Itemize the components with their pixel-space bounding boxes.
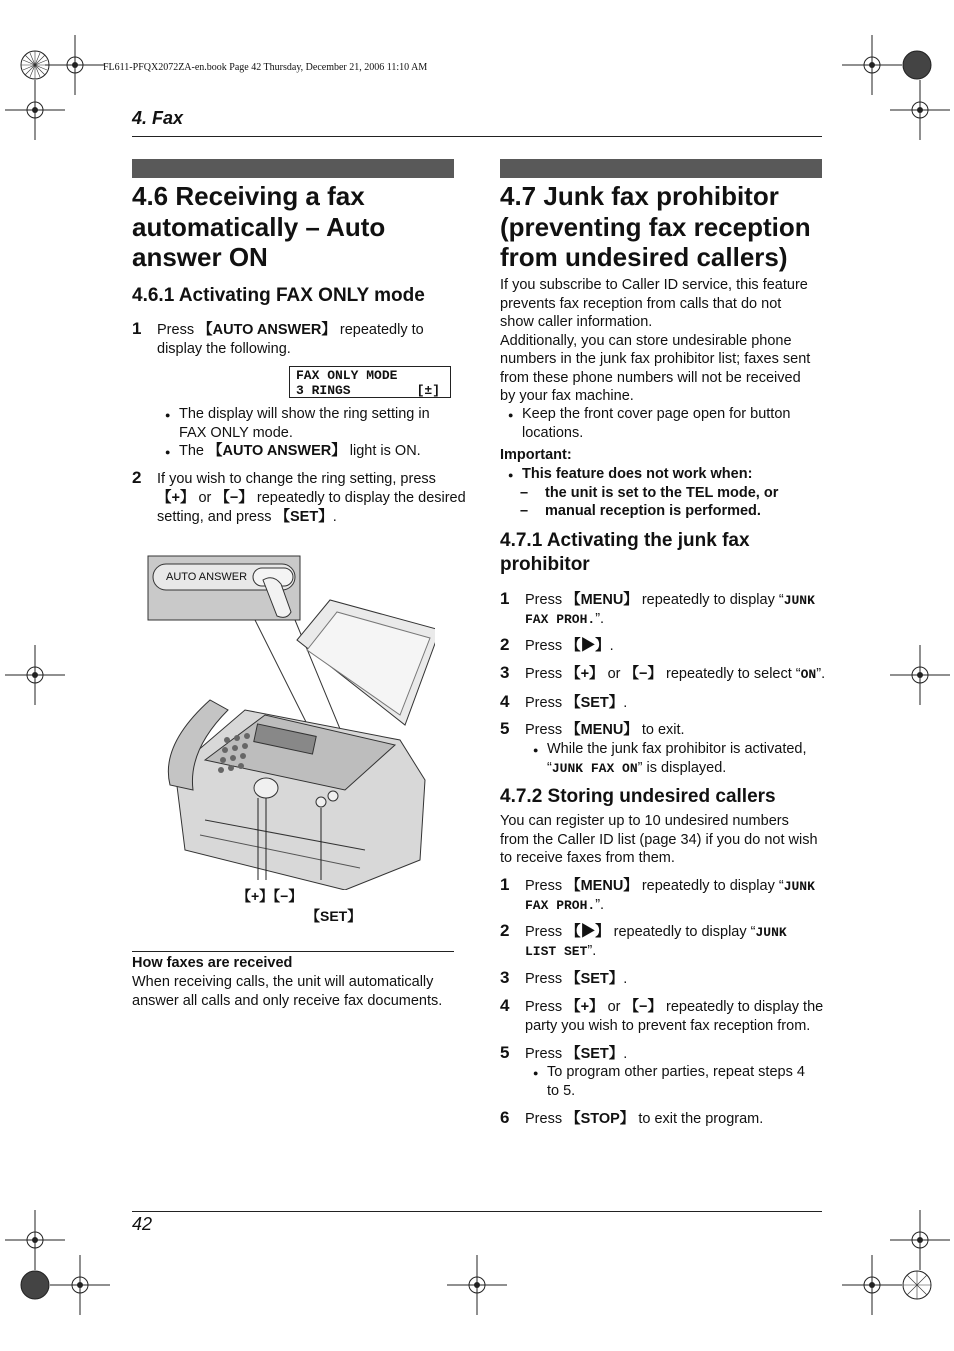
dash-marker: – [520, 485, 529, 501]
step-text: Press 【+】 or 【−】 repeatedly to display the party you wish to prevent fax reception from. [525, 999, 824, 1034]
print-info: FL611-PFQX2072ZA-en.book Page 42 Thursday, December 21, 2006 11:10 AM [103, 62, 428, 73]
footer-rule [132, 1211, 822, 1212]
step-text: Press 【SET】. [525, 971, 628, 987]
important-dash-item: the unit is set to the TEL mode, or [545, 485, 779, 501]
crosshair-icon [890, 1210, 950, 1270]
header-rule [132, 136, 822, 137]
step-number: 5 [500, 1043, 510, 1062]
divider-rule [132, 951, 454, 952]
step-text: Press 【MENU】 to exit. [525, 722, 685, 738]
step-number: 4 [500, 692, 510, 711]
bullet-item: ● While the junk fax prohibitor is activated, “JUNK FAX ON” is displayed. [547, 740, 807, 778]
bullet-item: ● Keep the front cover page open for button locations. [522, 405, 790, 442]
bullet-item: ● The display will show the ring setting in FAX ONLY mode. [179, 405, 430, 442]
step-number: 3 [500, 663, 510, 682]
crosshair-icon [5, 645, 65, 705]
step-number: 1 [500, 589, 510, 608]
section-bar [500, 159, 822, 178]
important-bullet: ● This feature does not work when: [522, 465, 752, 484]
step-text: Press 【AUTO ANSWER】 repeatedly to display the following. [157, 322, 424, 357]
step-text: Press 【MENU】 repeatedly to display “JUNK FAX PROH.”. [525, 592, 815, 627]
step-text: Press 【SET】. [525, 695, 628, 711]
subsection-title-4-7-2: 4.7.2 Storing undesired callers [500, 786, 776, 807]
section-title-4-6: 4.6 Receiving a fax automatically – Auto answer ON [132, 181, 386, 272]
step-number: 1 [132, 319, 142, 338]
step-text: Press 【+】 or 【−】 repeatedly to select “ON”. [525, 666, 826, 682]
important-label: Important: [500, 447, 572, 463]
crosshair-icon [447, 1255, 507, 1315]
how-faxes-received-title: How faxes are received [132, 955, 293, 971]
crosshair-icon [50, 1255, 110, 1315]
dash-marker: – [520, 503, 529, 519]
section-label: 4. Fax [132, 108, 184, 128]
step-number: 3 [500, 968, 510, 987]
step-text: Press 【SET】. [525, 1046, 628, 1062]
step-text: Press 【▶】. [525, 638, 614, 654]
section-bar [132, 159, 454, 178]
step-number: 2 [132, 468, 142, 487]
crosshair-icon [890, 80, 950, 140]
step-text: Press 【STOP】 to exit the program. [525, 1111, 764, 1127]
crosshair-icon [5, 80, 65, 140]
figure-label-auto-answer: AUTO ANSWER [166, 571, 248, 583]
step-text: If you wish to change the ring setting, press 【+】 or 【−】 repeatedly to display the desired setting, and press 【SET】. [157, 471, 466, 525]
step-text: Press 【▶】 repeatedly to display “JUNK LIST SET”. [525, 924, 787, 959]
step-number: 5 [500, 719, 510, 738]
important-dash-item: manual reception is performed. [545, 503, 761, 519]
step-number: 2 [500, 635, 510, 654]
figure-label-plus-minus: 【+】【−】 [237, 888, 303, 904]
step-number: 6 [500, 1108, 510, 1127]
sub2-intro: You can register up to 10 undesired numbers from the Caller ID list (page 34) if you do not wish to receive faxes from them. [500, 813, 818, 866]
step-text: Press 【MENU】 repeatedly to display “JUNK FAX PROH.”. [525, 878, 815, 913]
step-number: 4 [500, 996, 510, 1015]
step-number: 1 [500, 875, 510, 894]
page-number: 42 [132, 1214, 153, 1234]
subsection-title-4-7-1: 4.7.1 Activating the junk fax prohibitor [500, 530, 750, 575]
step-number: 2 [500, 921, 510, 940]
fax-machine-illustration [145, 550, 435, 890]
lcd-display: FAX ONLY MODE 3 RINGS [±] [289, 366, 451, 398]
bullet-item: ● To program other parties, repeat steps 4 to 5. [547, 1063, 805, 1100]
intro-paragraph: If you subscribe to Caller ID service, this feature prevents fax reception from calls that do not show caller information. Additionally, you can store undesirable phone numbers in the junk fax prohibitor list; faxes sent from these phone numbers will not be received by your fax machine. [500, 277, 811, 404]
crosshair-icon [890, 645, 950, 705]
section-title-4-7: 4.7 Junk fax prohibitor (preventing fax reception from undesired callers) [500, 181, 811, 272]
how-faxes-received-text: When receiving calls, the unit will automatically answer all calls and only receive fax documents. [132, 974, 443, 1009]
subsection-title-4-6-1: 4.6.1 Activating FAX ONLY mode [132, 285, 425, 306]
bullet-item: ● The 【AUTO ANSWER】 light is ON. [179, 442, 421, 461]
figure-label-set: 【SET】 [306, 908, 362, 924]
